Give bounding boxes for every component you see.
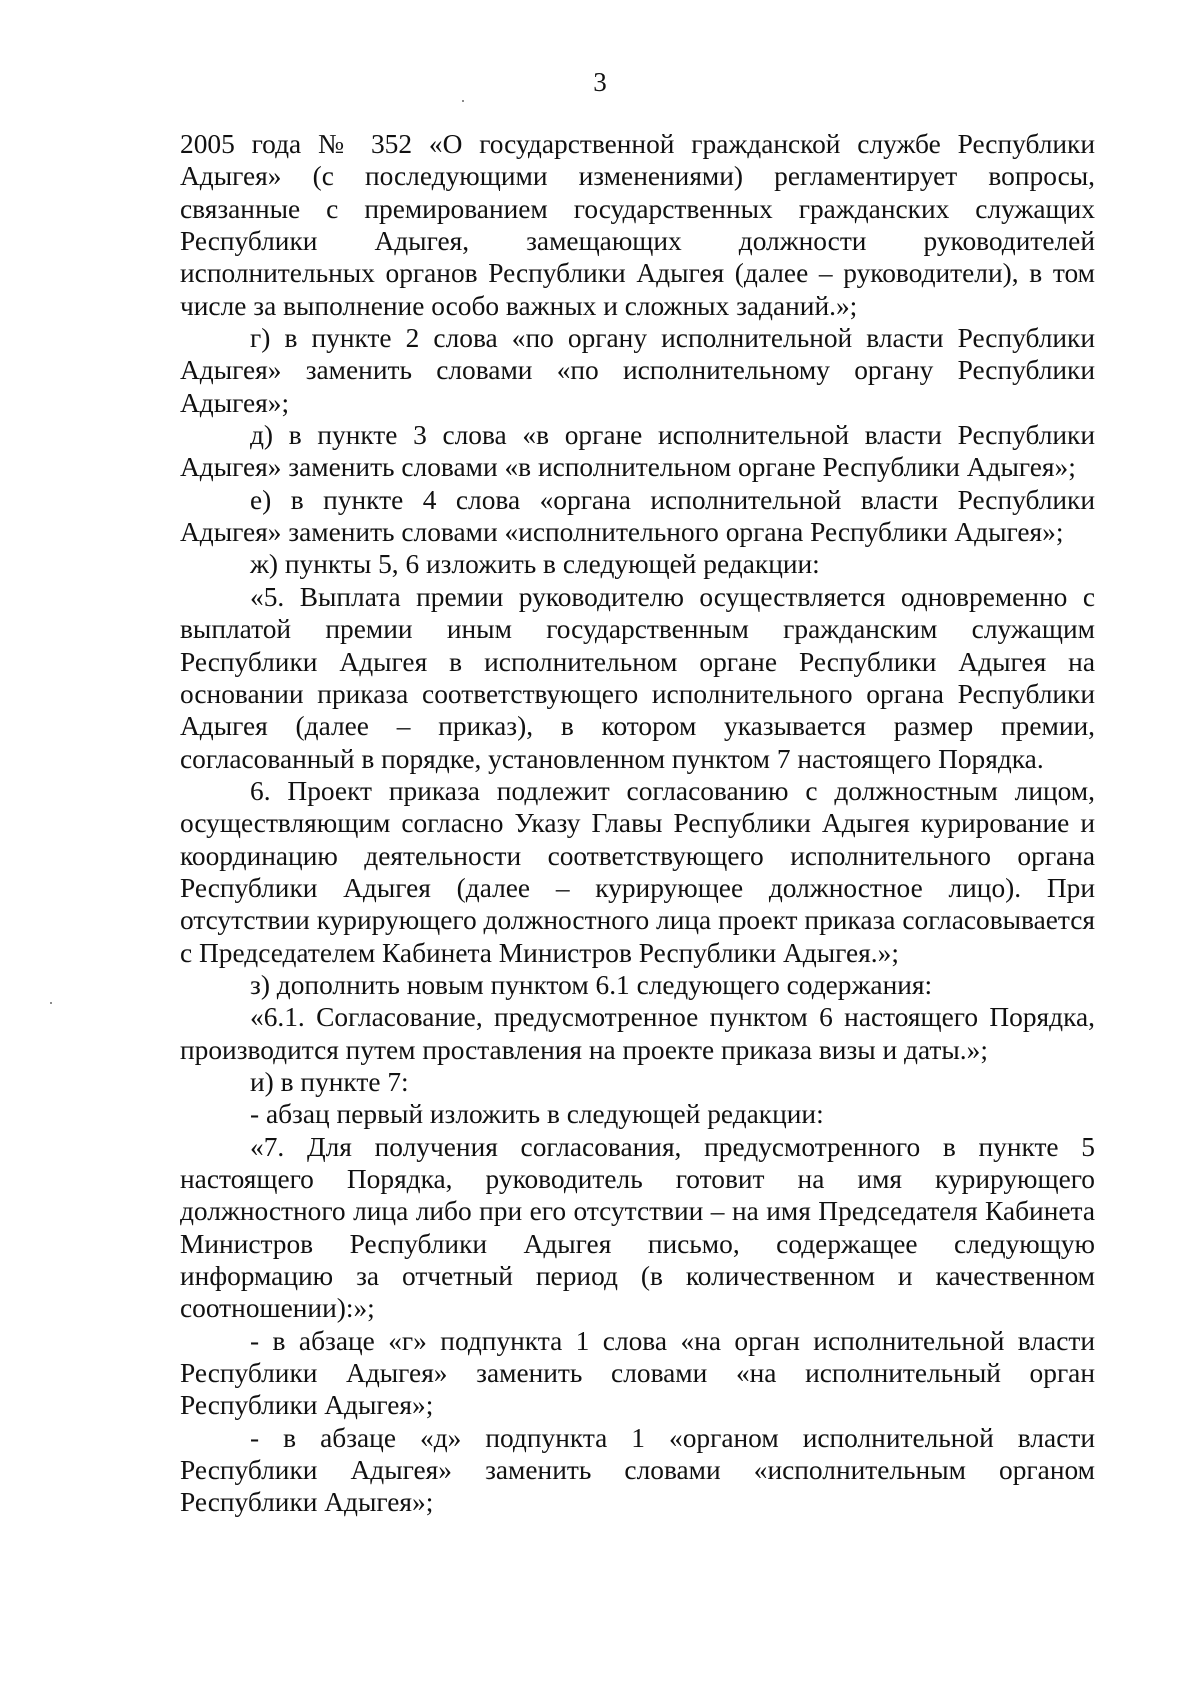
document-body — [180, 128, 1095, 1519]
paragraph: «5. Выплата премии руководителю осуществляется одновременно с выплатой премии иным государственным гражданским служащим Республики Адыгея в исполнительном органе Республики Адыгея на основании приказа соответствующего исполнительного органа Республики Адыгея (далее – приказ), в котором указывается размер премии, согласованный в порядке, установленном пунктом 7 настоящего Порядка. — [180, 581, 1095, 774]
paragraph: «6.1. Согласование, предусмотренное пунктом 6 настоящего Порядка, производится путем проставления на проекте приказа визы и даты.»; — [180, 1002, 1095, 1065]
paragraph: 2005 года № 352 «О государственной гражданской службе Республики Адыгея» (с последующими изменениями) регламентирует вопросы, связанные с премированием государственных гражданских служащих Республики Адыгея, замещающих должности руководителей исполнительных органов Республики Адыгея (далее – руководители), в том числе за выполнение особо важных и сложных заданий.»; — [180, 129, 1095, 321]
paragraph: «7. Для получения согласования, предусмотренного в пункте 5 настоящего Порядка, руководитель готовит на имя курирующего должностного лица либо при его отсутствии – на имя Председателя Кабинета Министров Республики Адыгея письмо, содержащее следующую информацию за отчетный период (в количественном и качественном соотношении):»; — [180, 1131, 1095, 1324]
paragraph: г) в пункте 2 слова «по органу исполнительной власти Республики Адыгея» заменить словами «по исполнительному органу Республики Адыгея»; — [180, 323, 1095, 418]
paragraph: - в абзаце «д» подпункта 1 «органом исполнительной власти Республики Адыгея» заменить словами «исполнительным органом Республики Адыгея»; — [180, 1422, 1095, 1518]
paragraph: - в абзаце «г» подпункта 1 слова «на орган исполнительной власти Республики Адыгея» заменить словами «на исполнительный орган Республики Адыгея»; — [180, 1325, 1095, 1421]
paragraph: и) в пункте 7: — [250, 1066, 409, 1097]
scan-artifact-dot — [462, 100, 464, 102]
paragraph: д) в пункте 3 слова «в органе исполнительной власти Республики Адыгея» заменить словами «в исполнительном органе Республики Адыгея»; — [180, 420, 1095, 483]
page-number: 3 — [593, 67, 607, 97]
paragraph: з) дополнить новым пунктом 6.1 следующего содержания: — [250, 969, 933, 1000]
paragraph: е) в пункте 4 слова «органа исполнительной власти Республики Адыгея» заменить словами «исполнительного органа Республики Адыгея»; — [180, 484, 1095, 548]
paragraph: 6. Проект приказа подлежит согласованию с должностным лицом, осуществляющим согласно Указу Главы Республики Адыгея курирование и координацию деятельности соответствующего исполнительного органа Республики Адыгея (далее – курирующее должностное лицо). При отсутствии курирующего должностного лица проект приказа согласовывается с Председателем Кабинета Министров Республики Адыгея.»; — [180, 775, 1095, 968]
paragraph: - абзац первый изложить в следующей редакции: — [250, 1099, 824, 1130]
paragraph: ж) пункты 5, 6 изложить в следующей редакции: — [250, 549, 820, 580]
scan-artifact-dot — [50, 1002, 52, 1004]
